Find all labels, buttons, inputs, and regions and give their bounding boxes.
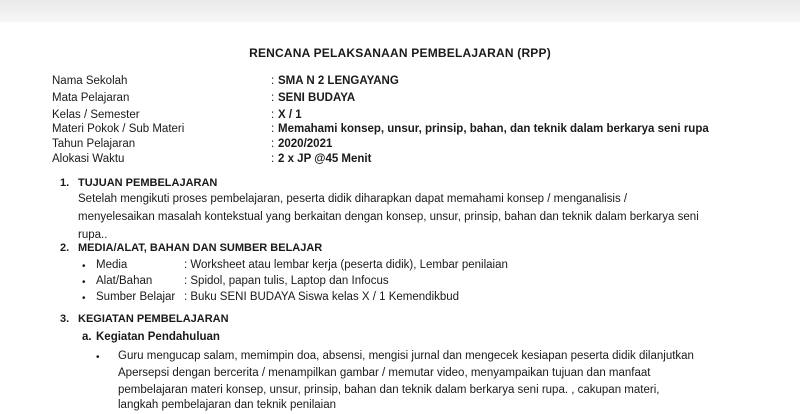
identity-colon: : — [271, 123, 275, 135]
section-text-line: Setelah mengikuti proses pembelajaran, peserta didik diharapkan dapat memahami konsep / menganalisis / — [78, 193, 628, 205]
identity-label: Kelas / Semester — [52, 109, 140, 121]
identity-label: Tahun Pelajaran — [52, 138, 136, 150]
identity-label: Nama Sekolah — [52, 75, 128, 87]
activity-text-line: Guru mengucap salam, memimpin doa, absensi, mengisi jurnal dan mengecek kesiapan peserta didik dilanjutkan — [118, 350, 694, 362]
section-text-line: menyelesaikan masalah kontekstual yang berkaitan dengan konsep, unsur, prinsip, bahan dan teknik dalam berkarya seni — [78, 211, 699, 223]
bullet-icon: • — [82, 277, 86, 288]
identity-colon: : — [271, 92, 275, 104]
activity-text-line: Apersepsi dengan bercerita / menampilkan gambar / memutar video, menyampaikan tujuan dan manfaat — [118, 367, 651, 379]
document-page — [0, 22, 800, 411]
section-number: 2. — [60, 242, 70, 254]
activity-text-line: pembelajaran materi konsep, unsur, prinsip, bahan dan teknik dalam berkarya seni rupa. , cakupan materi, — [118, 384, 660, 396]
identity-value: SENI BUDAYA — [278, 92, 356, 104]
identity-value: 2020/2021 — [278, 138, 333, 150]
section-number: 3. — [60, 313, 70, 325]
section-number: 1. — [60, 177, 70, 189]
identity-colon: : — [271, 153, 275, 165]
identity-colon: : — [271, 138, 275, 150]
identity-colon: : — [271, 75, 275, 87]
section-title-media: MEDIA/ALAT, BAHAN DAN SUMBER BELAJAR — [78, 242, 323, 254]
subsection-title-pendahuluan: Kegiatan Pendahuluan — [96, 331, 220, 343]
section-text-line: rupa.. — [78, 229, 108, 241]
media-item-label: Sumber Belajar — [96, 291, 176, 303]
identity-label: Mata Pelajaran — [52, 92, 130, 104]
identity-colon: : — [271, 109, 275, 121]
section-title-kegiatan: KEGIATAN PEMBELAJARAN — [78, 313, 229, 325]
viewer-top-bar — [0, 0, 800, 22]
identity-value: X / 1 — [278, 109, 302, 121]
activity-text-line: langkah pembelajaran dan teknik penilaian — [118, 399, 337, 411]
identity-value: 2 x JP @45 Menit — [278, 153, 372, 165]
bullet-icon: • — [82, 261, 86, 272]
identity-label: Alokasi Waktu — [52, 153, 125, 165]
document-title: RENCANA PELAKSANAAN PEMBELAJARAN (RPP) — [249, 46, 551, 60]
media-item-label: Media — [96, 259, 128, 271]
identity-value: Memahami konsep, unsur, prinsip, bahan, dan teknik dalam berkarya seni rupa — [278, 123, 709, 135]
section-title-tujuan: TUJUAN PEMBELAJARAN — [78, 177, 218, 189]
identity-label: Materi Pokok / Sub Materi — [52, 123, 185, 135]
identity-value: SMA N 2 LENGAYANG — [278, 75, 399, 87]
media-item-label: Alat/Bahan — [96, 275, 153, 287]
media-item-value: : Spidol, papan tulis, Laptop dan Infocus — [184, 275, 389, 287]
bullet-icon: • — [82, 293, 86, 304]
media-item-value: : Worksheet atau lembar kerja (peserta didik), Lembar penilaian — [184, 259, 508, 271]
media-item-value: : Buku SENI BUDAYA Siswa kelas X / 1 Kemendikbud — [184, 291, 460, 303]
bullet-icon: • — [96, 352, 100, 363]
subsection-letter: a. — [82, 331, 92, 343]
